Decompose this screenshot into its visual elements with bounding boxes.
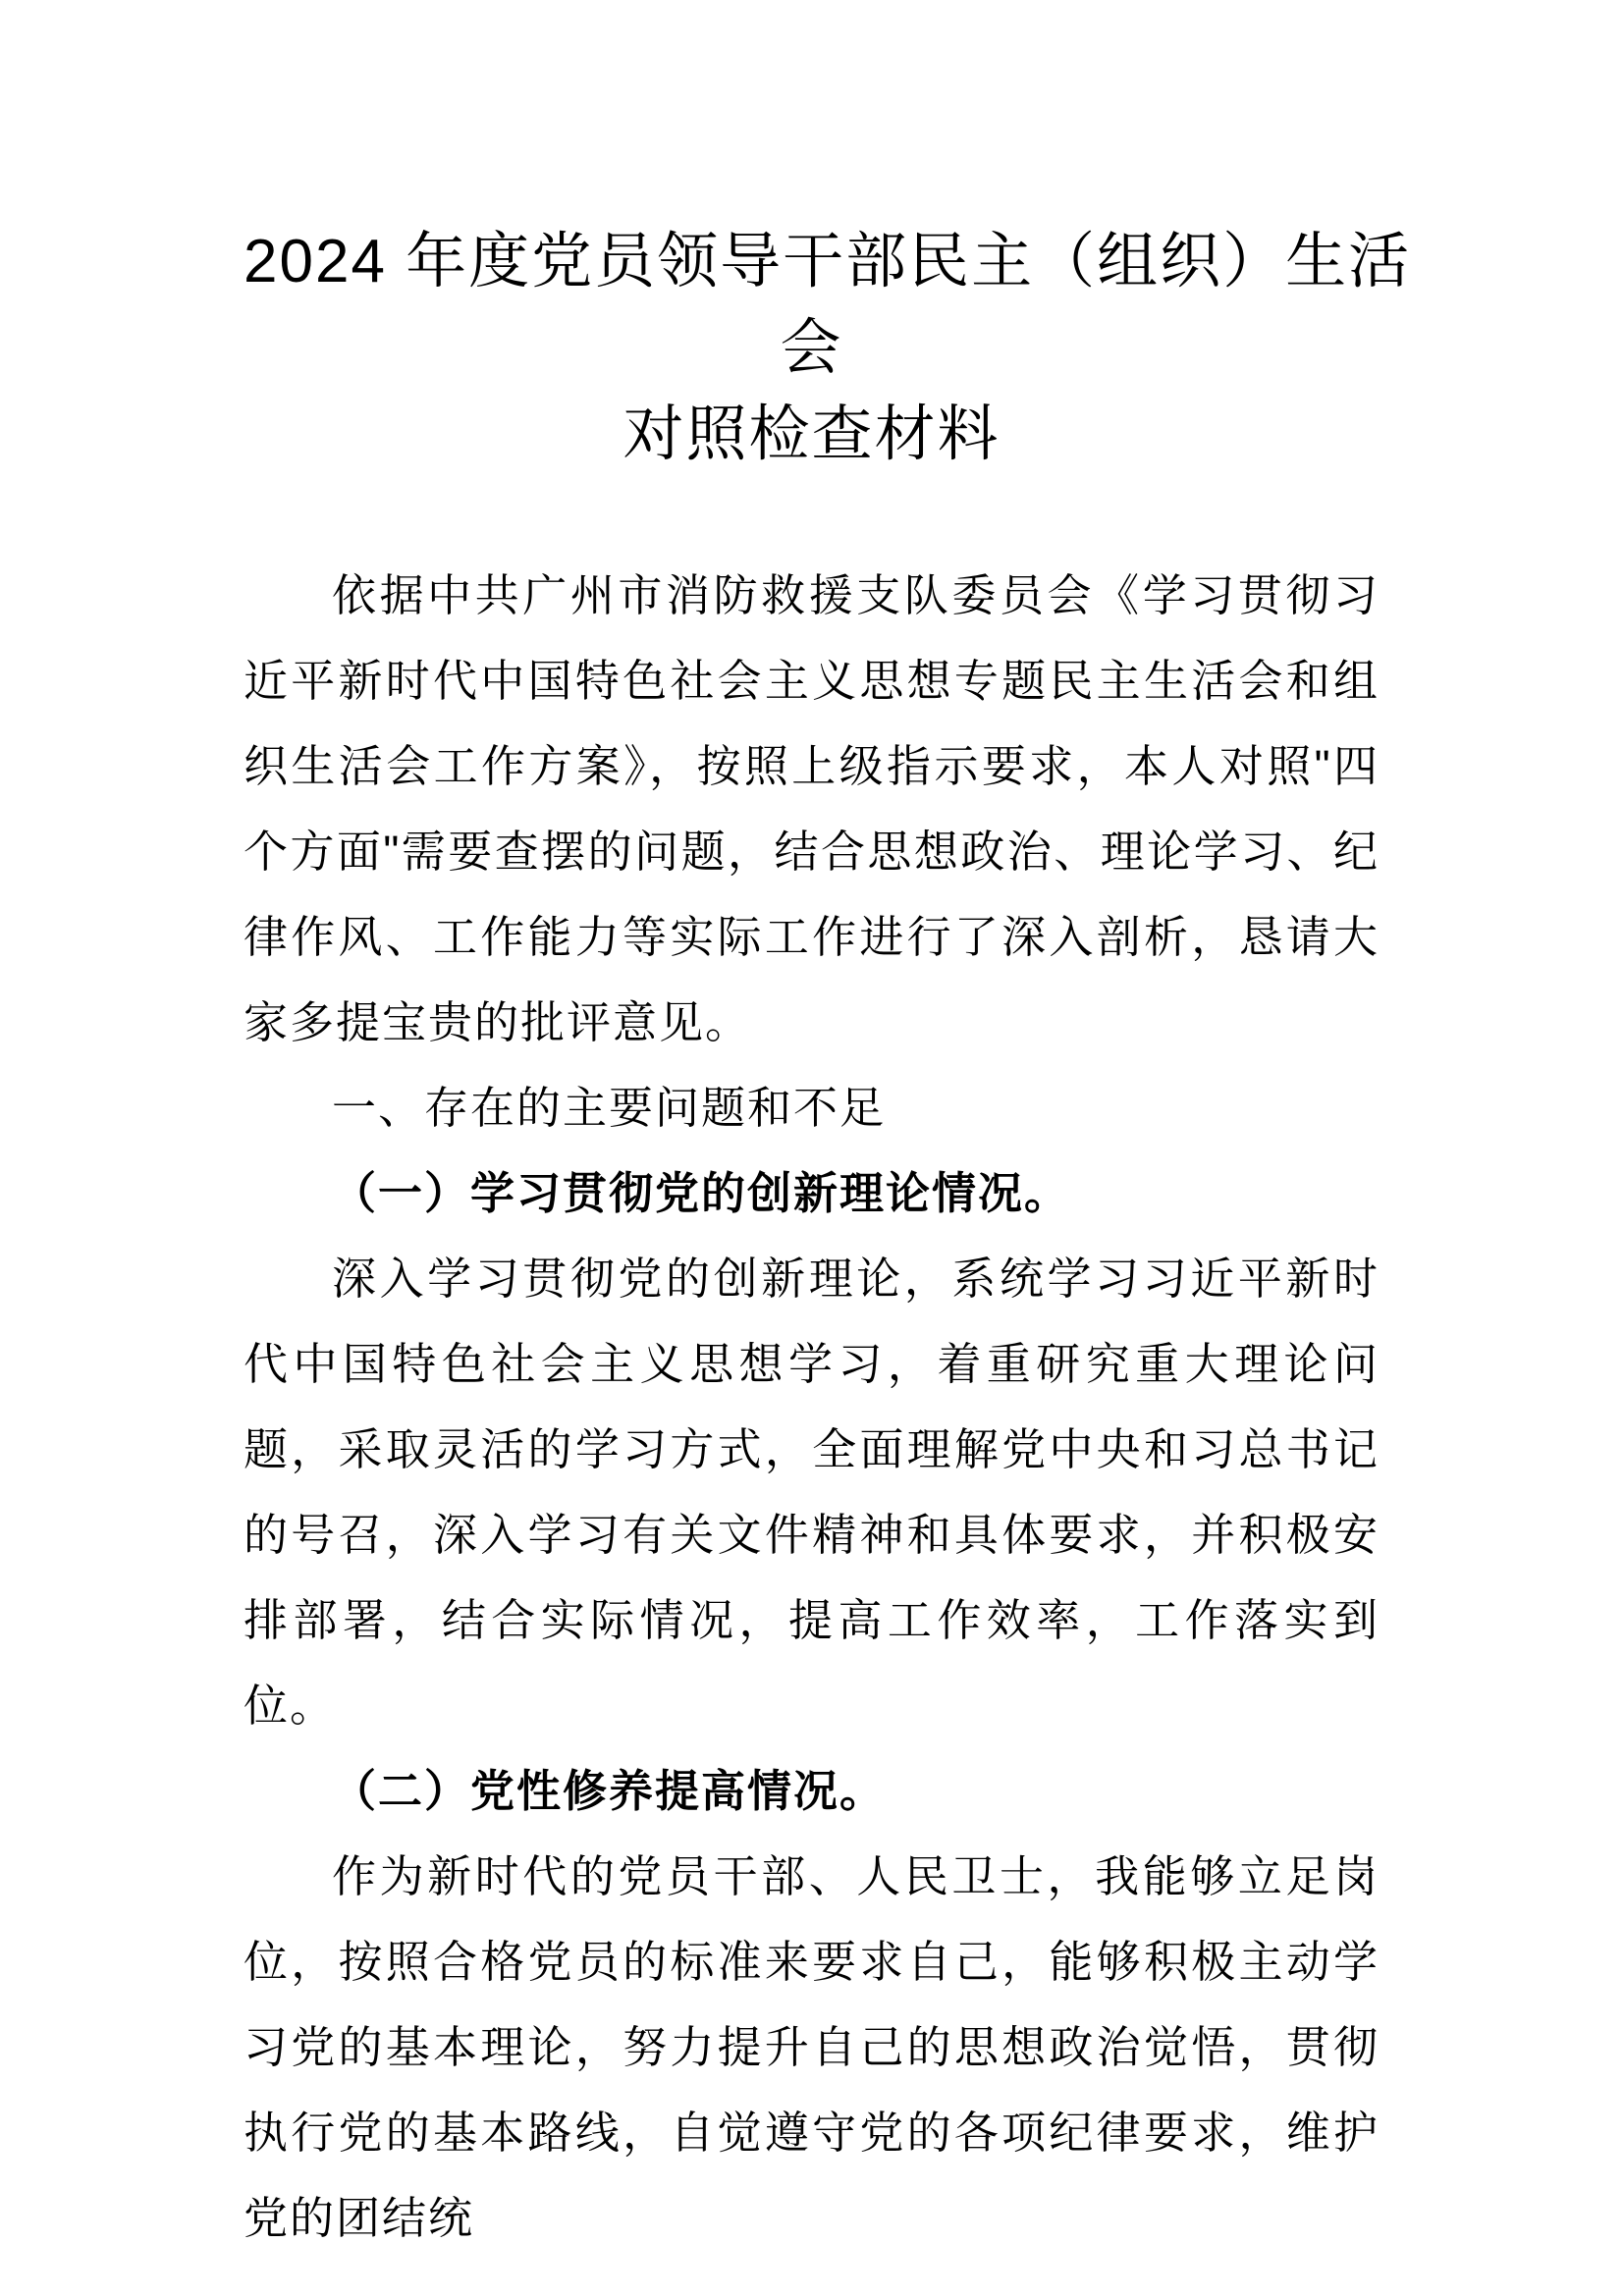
paragraph-intro: 依据中共广州市消防救援支队委员会《学习贯彻习近平新时代中国特色社会主义思想专题民主生活会和组织生活会工作方案》，按照上级指示要求，本人对照"四个方面"需要查摆的问题，结合思想政治、理论学习、纪律作风、工作能力等实际工作进行了深入剖析，恳请大家多提宝贵的批评意见。 [243, 570, 1380, 1047]
document-body [243, 553, 1380, 2261]
paragraph-theory-study: 深入学习贯彻党的创新理论，系统学习习近平新时代中国特色社会主义思想学习，着重研究重大理论问题，采取灵活的学习方式，全面理解党中央和习总书记的号召，深入学习有关文件精神和具体要求，并积极安排部署，结合实际情况，提高工作效率，工作落实到位。 [243, 1254, 1380, 1731]
heading-sub-one-theory: （一）学习贯彻党的创新理论情况。 [332, 1168, 1071, 1218]
title-line-3: 对照检查材料 [622, 400, 1001, 468]
document-title [243, 219, 1412, 478]
heading-sub-two-party-spirit: （二）党性修养提高情况。 [332, 1766, 887, 1816]
title-line-1: 2024 年度党员领导干部民主（组织）生活 [243, 228, 1412, 295]
paragraph-party-spirit: 作为新时代的党员干部、人民卫士，我能够立足岗位，按照合格党员的标准来要求自己，能够积极主动学习党的基本理论，努力提升自己的思想政治觉悟，贯彻执行党的基本路线，自觉遵守党的各项纪律要求，维护党的团结统 [243, 1851, 1380, 2243]
heading-section-one: 一、存在的主要问题和不足 [332, 1083, 887, 1133]
title-line-2: 会 [780, 314, 843, 382]
